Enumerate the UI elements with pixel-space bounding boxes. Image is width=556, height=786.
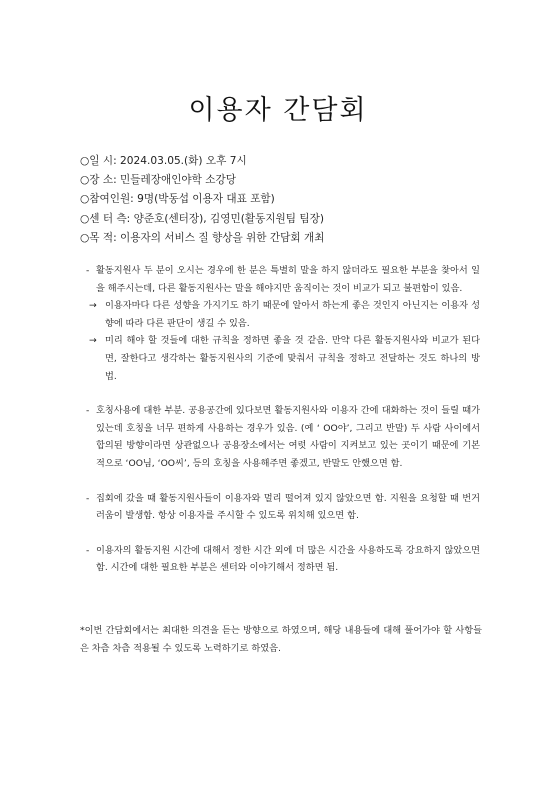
discussion-body bbox=[86, 262, 480, 577]
meta-label: ○참여인원: bbox=[80, 193, 134, 206]
item-text: 활동지원사 두 분이 오시는 경우에 한 분은 특별히 말을 하지 않더라도 필요한 부분을 찾아서 일을 해주시는데, 다른 활동지원사는 말을 해야지만 움직이는 것이 비교가 되고 불편함이 있음. bbox=[96, 265, 480, 294]
discussion-item bbox=[86, 490, 480, 525]
meta-value: 양준호(센터장), 김영민(활동지원팀 팀장) bbox=[130, 212, 324, 225]
meta-label: ○장 소: bbox=[80, 174, 117, 187]
meta-label: ○일 시: bbox=[80, 155, 117, 167]
meta-value: 9명(박동섭 이용자 대표 포함) bbox=[133, 193, 275, 206]
dash-marker: - bbox=[86, 492, 90, 504]
meta-label: ○센 터 측: bbox=[80, 212, 131, 225]
meta-label: ○목 적: bbox=[80, 231, 117, 244]
meta-value: 이용자의 서비스 질 향상을 위한 간담회 개최 bbox=[116, 231, 325, 244]
discussion-item bbox=[86, 542, 480, 577]
meta-row-purpose bbox=[80, 229, 500, 248]
discussion-subitem bbox=[86, 332, 480, 385]
subitem-text: 미리 해야 할 것들에 대한 규칙을 정하면 좋을 것 같음. 만약 다른 활동지원사와 비교가 된다면, 잘한다고 생각하는 활동지원사의 기준에 맞춰서 규칙을 정하고 전달하는 것도 하나의 방법. bbox=[105, 335, 480, 382]
dash-marker: - bbox=[86, 405, 90, 417]
discussion-item bbox=[86, 402, 480, 472]
arrow-marker: → bbox=[89, 335, 97, 347]
meta-row-participants bbox=[80, 190, 500, 209]
dash-marker: - bbox=[86, 265, 90, 276]
meta-row-place bbox=[80, 171, 500, 190]
meta-value: 민들레장애인야학 소강당 bbox=[116, 174, 236, 187]
item-text: 호칭사용에 대한 부분. 공용공간에 있다보면 활동지원사와 이용자 간에 대화하는 것이 들릴 때가 있는데 호칭을 너무 편하게 사용하는 경우가 있음. (예 ‘ OO야’, 그리고 반말) 두 사람 사이에서 합의된 방향이라면 상관없으나 공용장소에서는 여럿 사람이 지켜보고 있는 곳이기 때문에 기본적으로 ‘OO님, ‘OO씨’, 등의 호칭을 사용해주면 좋겠고, 반말도 안했으면 함. bbox=[96, 405, 480, 469]
item-text: 집회에 갔을 때 활동지원사들이 이용자와 멀리 떨어져 있지 않았으면 함. 지원을 요청할 때 번거러움이 발생함. 항상 이용자를 주시할 수 있도록 위치해 있으면 함. bbox=[96, 492, 480, 522]
meta-row-center bbox=[80, 210, 500, 229]
closing-note: *이번 간담회에서는 최대한 의견을 듣는 방향으로 하였으며, 해당 내용들에 대해 풀어가야 할 사항들은 차츰 차츰 적용될 수 있도록 노력하기로 하였음. bbox=[80, 625, 482, 654]
page-title: 이용자 간담회 bbox=[188, 95, 368, 126]
discussion-item bbox=[86, 262, 480, 297]
discussion-subitem bbox=[86, 297, 480, 332]
meta-value: 2024.03.05.(화) 오후 7시 bbox=[116, 155, 247, 167]
dash-marker: - bbox=[86, 544, 90, 556]
meta-row-date bbox=[80, 152, 500, 171]
meeting-info bbox=[80, 152, 500, 248]
arrow-marker: → bbox=[89, 300, 97, 312]
subitem-text: 이용자마다 다른 성향을 가지기도 하기 때문에 알아서 하는게 좋은 것인지 아닌지는 이용자 성향에 따라 다른 판단이 생길 수 있음. bbox=[105, 300, 480, 329]
item-text: 이용자의 활동지원 시간에 대해서 정한 시간 외에 더 많은 시간을 사용하도록 강요하지 않았으면 함. 시간에 대한 필요한 부분은 센터와 이야기해서 정하면 됨. bbox=[96, 544, 480, 574]
